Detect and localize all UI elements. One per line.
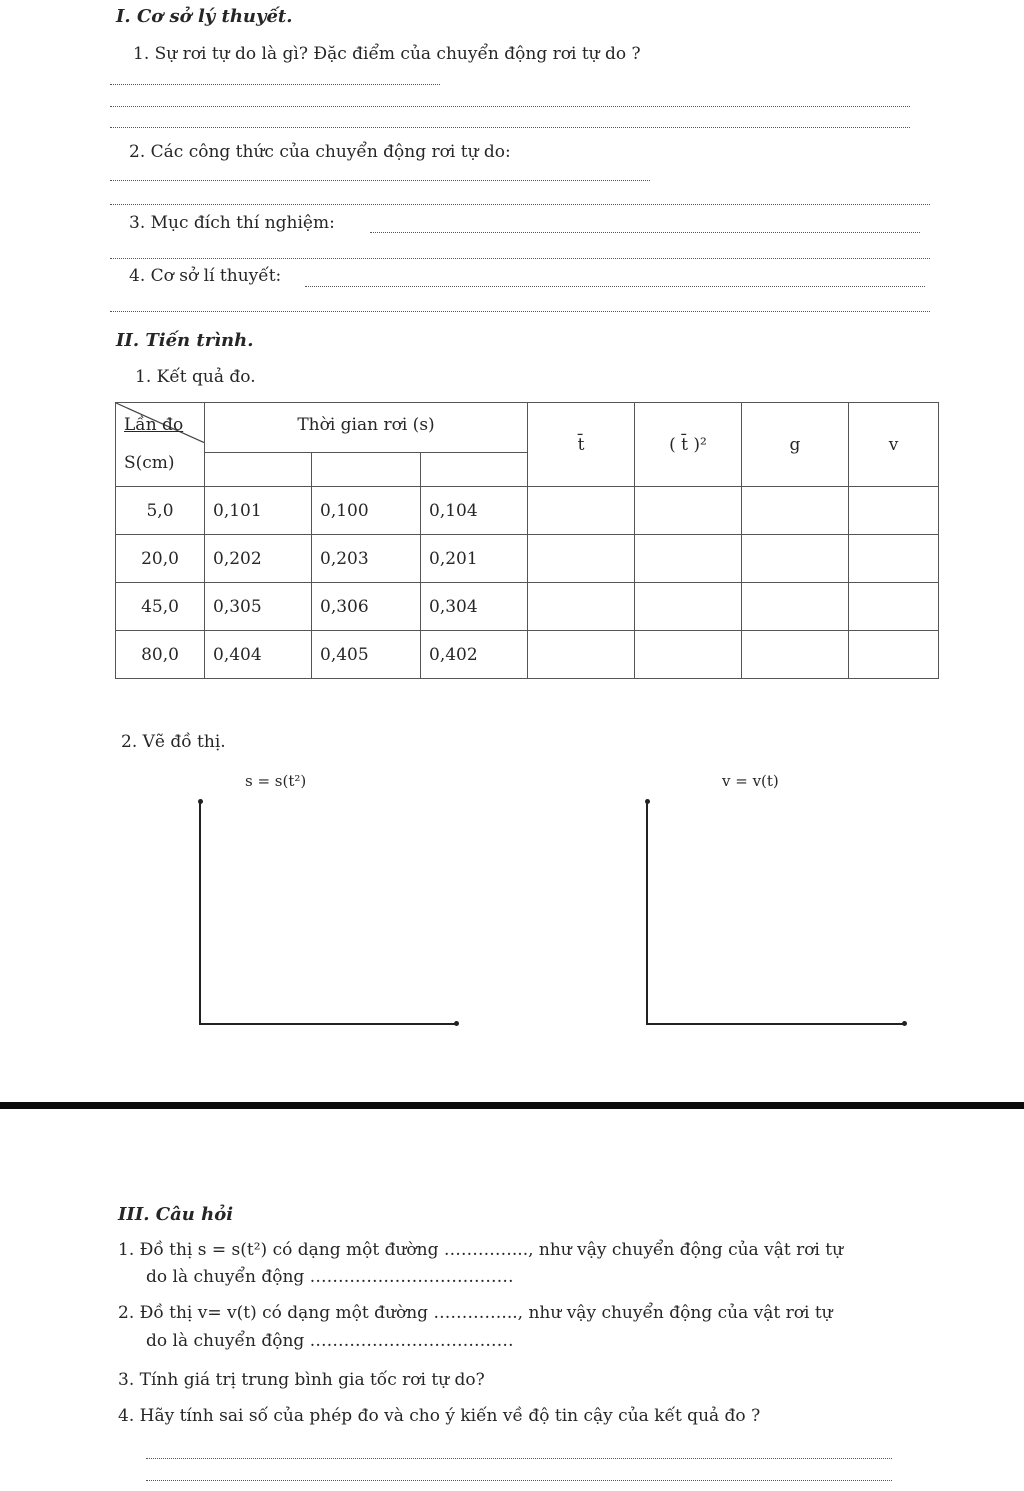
- header-time-sub-3: [421, 453, 528, 487]
- graph-left-title: s = s(t²): [245, 772, 307, 790]
- cell-empty: [635, 535, 742, 583]
- results-table: [115, 402, 939, 679]
- page-divider: [0, 1102, 1024, 1109]
- table-row: [116, 583, 939, 631]
- header-time-label: Thời gian rơi (s): [297, 415, 435, 435]
- graph-right-y-axis: [646, 803, 648, 1025]
- cell-empty: [742, 631, 849, 679]
- header-diagonal-cell: [116, 403, 205, 487]
- cell-t1: 0,305: [205, 583, 312, 631]
- answer-line: [110, 204, 930, 205]
- subsection-results: 1. Kết quả đo.: [135, 367, 256, 387]
- answer-line: [370, 232, 920, 233]
- question-3-3: 3. Tính giá trị trung bình gia tốc rơi tự do?: [118, 1370, 485, 1390]
- cell-empty: [742, 535, 849, 583]
- cell-empty: [635, 631, 742, 679]
- axis-arrow-tip: [902, 1021, 907, 1026]
- cell-t2: 0,203: [312, 535, 421, 583]
- cell-empty: [528, 631, 635, 679]
- cell-empty: [635, 583, 742, 631]
- graph-right-x-axis: [646, 1023, 906, 1025]
- question-3-4: 4. Hãy tính sai số của phép đo và cho ý kiến về độ tin cậy của kết quả đo ?: [118, 1406, 761, 1426]
- section-2-heading: II. Tiến trình.: [116, 330, 254, 351]
- question-3-1-line1: 1. Đồ thị s = s(t²) có dạng một đường …………..., như vậy chuyển động của vật rơi tự: [118, 1240, 844, 1260]
- section-3-heading: III. Câu hỏi: [118, 1204, 234, 1225]
- cell-s: 80,0: [116, 631, 205, 679]
- question-3-2-line2: do là chuyển động ………………………………: [146, 1331, 514, 1351]
- section-1-heading: I. Cơ sở lý thuyết.: [116, 6, 293, 27]
- cell-empty: [742, 583, 849, 631]
- cell-t2: 0,405: [312, 631, 421, 679]
- question-3-1-line2: do là chuyển động ………………………………: [146, 1267, 514, 1287]
- cell-empty: [849, 631, 939, 679]
- question-1-2: 2. Các công thức của chuyển động rơi tự do:: [129, 142, 511, 162]
- answer-line: [110, 311, 930, 312]
- graph-left-x-axis: [199, 1023, 457, 1025]
- subsection-graphs: 2. Vẽ đồ thị.: [121, 732, 226, 752]
- table-row: [116, 487, 939, 535]
- question-3-2-line1: 2. Đồ thị v= v(t) có dạng một đường …………..., như vậy chuyển động của vật rơi tự: [118, 1303, 833, 1323]
- cell-empty: [849, 535, 939, 583]
- cell-empty: [849, 583, 939, 631]
- cell-t2: 0,306: [312, 583, 421, 631]
- cell-s: 5,0: [116, 487, 205, 535]
- answer-line: [146, 1480, 892, 1481]
- header-t-squared: ( t̄ )²: [635, 403, 742, 487]
- cell-empty: [742, 487, 849, 535]
- header-time-sub-2: [312, 453, 421, 487]
- header-run-label: Lần đo: [124, 415, 184, 435]
- cell-s: 45,0: [116, 583, 205, 631]
- cell-t2: 0,100: [312, 487, 421, 535]
- question-1-3: 3. Mục đích thí nghiệm:: [129, 213, 335, 233]
- answer-line: [146, 1458, 892, 1459]
- header-g: g: [742, 403, 849, 487]
- cell-empty: [528, 487, 635, 535]
- cell-empty: [528, 583, 635, 631]
- cell-empty: [849, 487, 939, 535]
- cell-t3: 0,402: [421, 631, 528, 679]
- answer-line: [305, 286, 925, 287]
- cell-t1: 0,202: [205, 535, 312, 583]
- header-s-label: S(cm): [124, 453, 175, 473]
- answer-line: [110, 258, 930, 259]
- graph-right-title: v = v(t): [722, 772, 779, 790]
- table-row: [116, 631, 939, 679]
- cell-t3: 0,304: [421, 583, 528, 631]
- cell-t3: 0,201: [421, 535, 528, 583]
- answer-line: [110, 127, 910, 128]
- header-time-sub-1: [205, 453, 312, 487]
- axis-arrow-tip: [454, 1021, 459, 1026]
- header-t-mean: t̄: [528, 403, 635, 487]
- cell-t1: 0,404: [205, 631, 312, 679]
- answer-line: [110, 180, 650, 181]
- question-1-1: 1. Sự rơi tự do là gì? Đặc điểm của chuyển động rơi tự do ?: [133, 44, 641, 64]
- table-row: [116, 535, 939, 583]
- question-1-4: 4. Cơ sở lí thuyết:: [129, 266, 282, 286]
- cell-s: 20,0: [116, 535, 205, 583]
- header-time: [205, 403, 528, 453]
- cell-t3: 0,104: [421, 487, 528, 535]
- cell-t1: 0,101: [205, 487, 312, 535]
- answer-line: [110, 84, 440, 85]
- cell-empty: [528, 535, 635, 583]
- cell-empty: [635, 487, 742, 535]
- answer-line: [110, 106, 910, 107]
- graph-left-y-axis: [199, 803, 201, 1025]
- header-v: v: [849, 403, 939, 487]
